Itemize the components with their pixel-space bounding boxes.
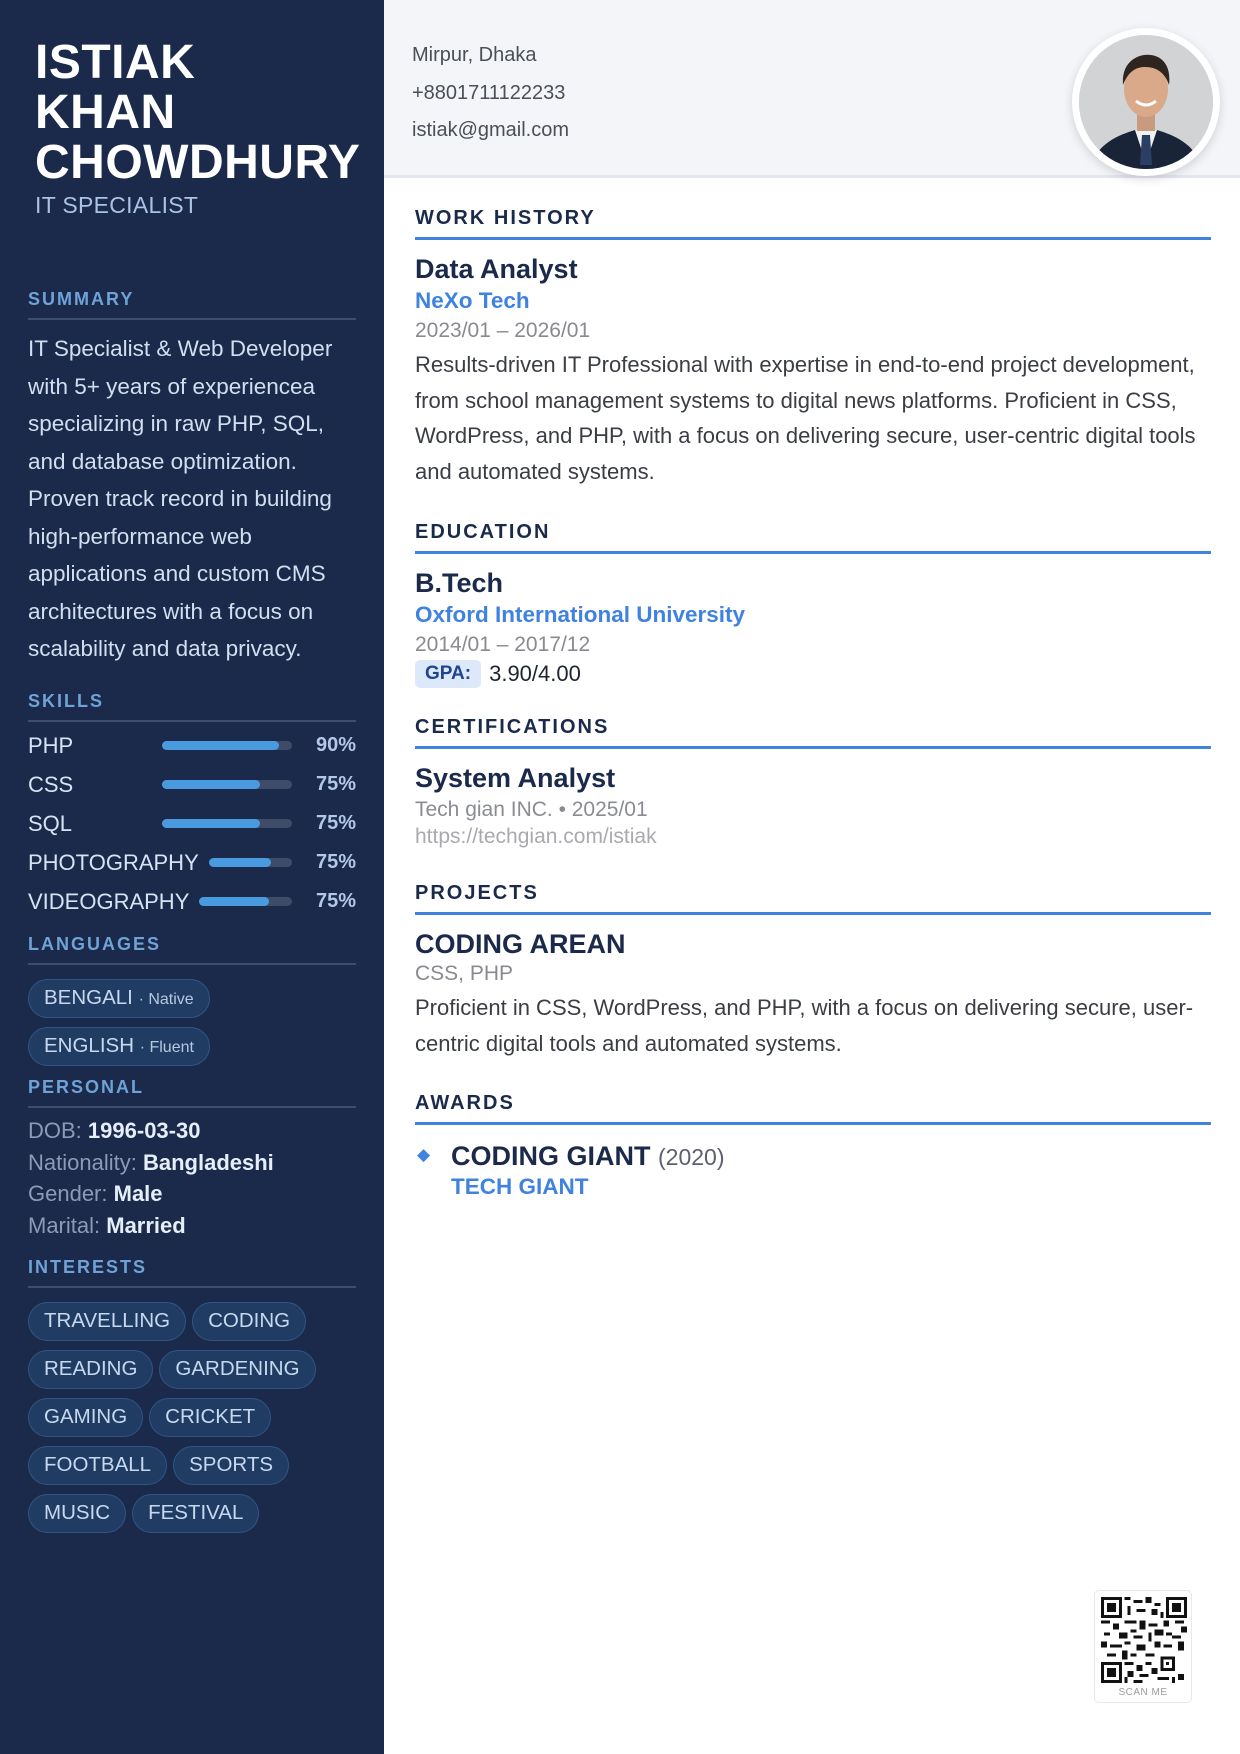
skill-name: CSS: [28, 771, 74, 797]
skill-bar: [162, 741, 292, 750]
certifications-heading: CERTIFICATIONS: [415, 716, 1211, 749]
interest-pill: CRICKET: [149, 1398, 271, 1437]
personal-label: Nationality:: [28, 1149, 137, 1175]
contact-location: Mirpur, Dhaka: [412, 44, 537, 66]
personal-row-nationality: [28, 1147, 356, 1179]
work-history-heading: WORK HISTORY: [415, 207, 1211, 240]
interests-list: [28, 1302, 356, 1542]
languages-heading: LANGUAGES: [28, 934, 356, 965]
degree: B.Tech: [415, 568, 504, 598]
skill-percent: 75%: [315, 812, 356, 834]
gpa-row: [415, 660, 1211, 688]
personal-heading: PERSONAL: [28, 1077, 356, 1108]
education-dates: 2014/01 – 2017/12: [415, 633, 591, 656]
education-entry: [415, 568, 1211, 688]
skill-bar: [199, 897, 292, 906]
skill-bar: [209, 858, 292, 867]
job-dates: 2023/01 – 2026/01: [415, 319, 591, 342]
project-tech: CSS, PHP: [415, 962, 514, 985]
certification-url[interactable]: https://techgian.com/istiak: [415, 825, 657, 848]
qr-code-icon: [1101, 1597, 1187, 1683]
interest-pill: FOOTBALL: [28, 1446, 167, 1485]
award-entry: [415, 1141, 1211, 1200]
personal-row-marital: [28, 1210, 356, 1242]
certification-meta: Tech gian INC. • 2025/01: [415, 798, 648, 821]
name-line-3: CHOWDHURY: [35, 136, 361, 189]
personal-value: Bangladeshi: [142, 1149, 274, 1175]
skills-heading: SKILLS: [28, 691, 356, 722]
name-line-2: KHAN: [35, 86, 176, 139]
language-name: BENGALI: [44, 986, 133, 1009]
skill-name: SQL: [28, 810, 73, 836]
personal-list: [28, 1115, 356, 1241]
certification-entry: [415, 763, 1211, 849]
interest-pill: FESTIVAL: [132, 1494, 259, 1533]
skill-bar-fill: [199, 897, 268, 906]
gpa-value: 3.90/4.00: [489, 661, 581, 686]
language-level: · Fluent: [139, 1039, 194, 1056]
skill-name: PHOTOGRAPHY: [28, 849, 199, 875]
summary-text: IT Specialist & Web Developer with 5+ years of experiencea specializing in raw PHP, SQL, and database optimization. Proven track record in building high-performance web applications and custom CMS architectures with a focus on scalability and data privacy.: [28, 336, 333, 661]
sidebar: [0, 0, 384, 1754]
skill-percent: 75%: [315, 773, 356, 795]
skill-bar: [162, 819, 292, 828]
skill-percent: 90%: [315, 734, 356, 756]
qr-label: SCAN ME: [1118, 1687, 1168, 1698]
interest-pill: CODING: [192, 1302, 306, 1341]
skill-row: [28, 726, 356, 765]
personal-value: Male: [113, 1181, 163, 1206]
skill-bar-fill: [162, 741, 279, 750]
interest-pill: GAMING: [28, 1398, 143, 1437]
awards-heading: AWARDS: [415, 1092, 1211, 1125]
skill-name: PHP: [28, 732, 74, 758]
gpa-badge: GPA:: [415, 660, 481, 688]
contact-phone[interactable]: +8801711122233: [412, 82, 566, 104]
name-line-1: ISTIAK: [35, 36, 196, 89]
skills-section: [28, 691, 356, 921]
interest-pill: MUSIC: [28, 1494, 126, 1533]
skill-bar-fill: [209, 858, 271, 867]
diamond-bullet-icon: ◆: [417, 1145, 431, 1164]
personal-row-gender: [28, 1178, 356, 1210]
award-title: CODING GIANT: [451, 1141, 651, 1171]
skill-name: VIDEOGRAPHY: [28, 888, 190, 914]
contact-header: [384, 0, 1240, 178]
summary-section: [28, 289, 356, 668]
language-pill: [28, 1027, 210, 1066]
skill-bar: [162, 780, 292, 789]
interest-pill: GARDENING: [159, 1350, 315, 1389]
personal-label: Gender:: [28, 1181, 108, 1206]
profile-photo-icon: [1079, 35, 1213, 169]
projects-section: [415, 882, 1211, 1061]
skill-percent: 75%: [315, 890, 356, 912]
job-description: Results-driven IT Professional with expertise in end-to-end project development, from school management systems to digital news platforms. Proficient in CSS, WordPress, and PHP, with a focus on delivering secure, user-centric digital tools and automated systems.: [415, 352, 1196, 484]
personal-label: DOB:: [28, 1118, 82, 1143]
language-level: · Native: [138, 991, 194, 1008]
certifications-section: [415, 716, 1211, 849]
skill-row: [28, 765, 356, 804]
certification-title: System Analyst: [415, 763, 616, 793]
personal-value: 1996-03-30: [87, 1118, 201, 1143]
skill-percent: 75%: [315, 851, 356, 873]
contact-email[interactable]: istiak@gmail.com: [412, 119, 570, 141]
education-heading: EDUCATION: [415, 521, 1211, 554]
personal-section: [28, 1077, 356, 1241]
job-role: IT SPECIALIST: [35, 192, 199, 218]
interest-pill: SPORTS: [173, 1446, 289, 1485]
summary-heading: SUMMARY: [28, 289, 356, 320]
institution: Oxford International University: [415, 602, 746, 627]
project-title: CODING AREAN: [415, 929, 626, 959]
language-name: ENGLISH: [44, 1034, 134, 1057]
language-pill: [28, 979, 210, 1018]
skill-row: [28, 804, 356, 843]
skills-list: [28, 726, 356, 921]
project-entry: [415, 929, 1211, 1061]
personal-label: Marital:: [28, 1212, 101, 1238]
job-title: Data Analyst: [415, 254, 578, 284]
interests-heading: INTERESTS: [28, 1257, 356, 1288]
skill-bar-fill: [162, 780, 260, 789]
full-name: [35, 38, 360, 188]
qr-code[interactable]: [1094, 1590, 1192, 1703]
projects-heading: PROJECTS: [415, 882, 1211, 915]
award-title-line: [451, 1141, 725, 1172]
award-year: (2020): [658, 1144, 725, 1170]
awards-section: [415, 1092, 1211, 1200]
education-section: [415, 521, 1211, 688]
languages-list: [28, 979, 356, 1075]
languages-section: [28, 934, 356, 1075]
skill-row: [28, 882, 356, 921]
skill-row: [28, 843, 356, 882]
company-name: NeXo Tech: [415, 288, 530, 313]
profile-photo: [1072, 28, 1220, 176]
interests-section: [28, 1257, 356, 1542]
project-description: Proficient in CSS, WordPress, and PHP, with a focus on delivering secure, user-centric digital tools and automated systems.: [415, 995, 1194, 1056]
award-org: TECH GIANT: [451, 1174, 589, 1199]
personal-row-dob: [28, 1115, 356, 1147]
interest-pill: READING: [28, 1350, 153, 1389]
skill-bar-fill: [162, 819, 260, 828]
interest-pill: TRAVELLING: [28, 1302, 186, 1341]
personal-value: Married: [106, 1212, 186, 1238]
work-entry: [415, 254, 1211, 489]
work-history-section: [415, 207, 1211, 489]
